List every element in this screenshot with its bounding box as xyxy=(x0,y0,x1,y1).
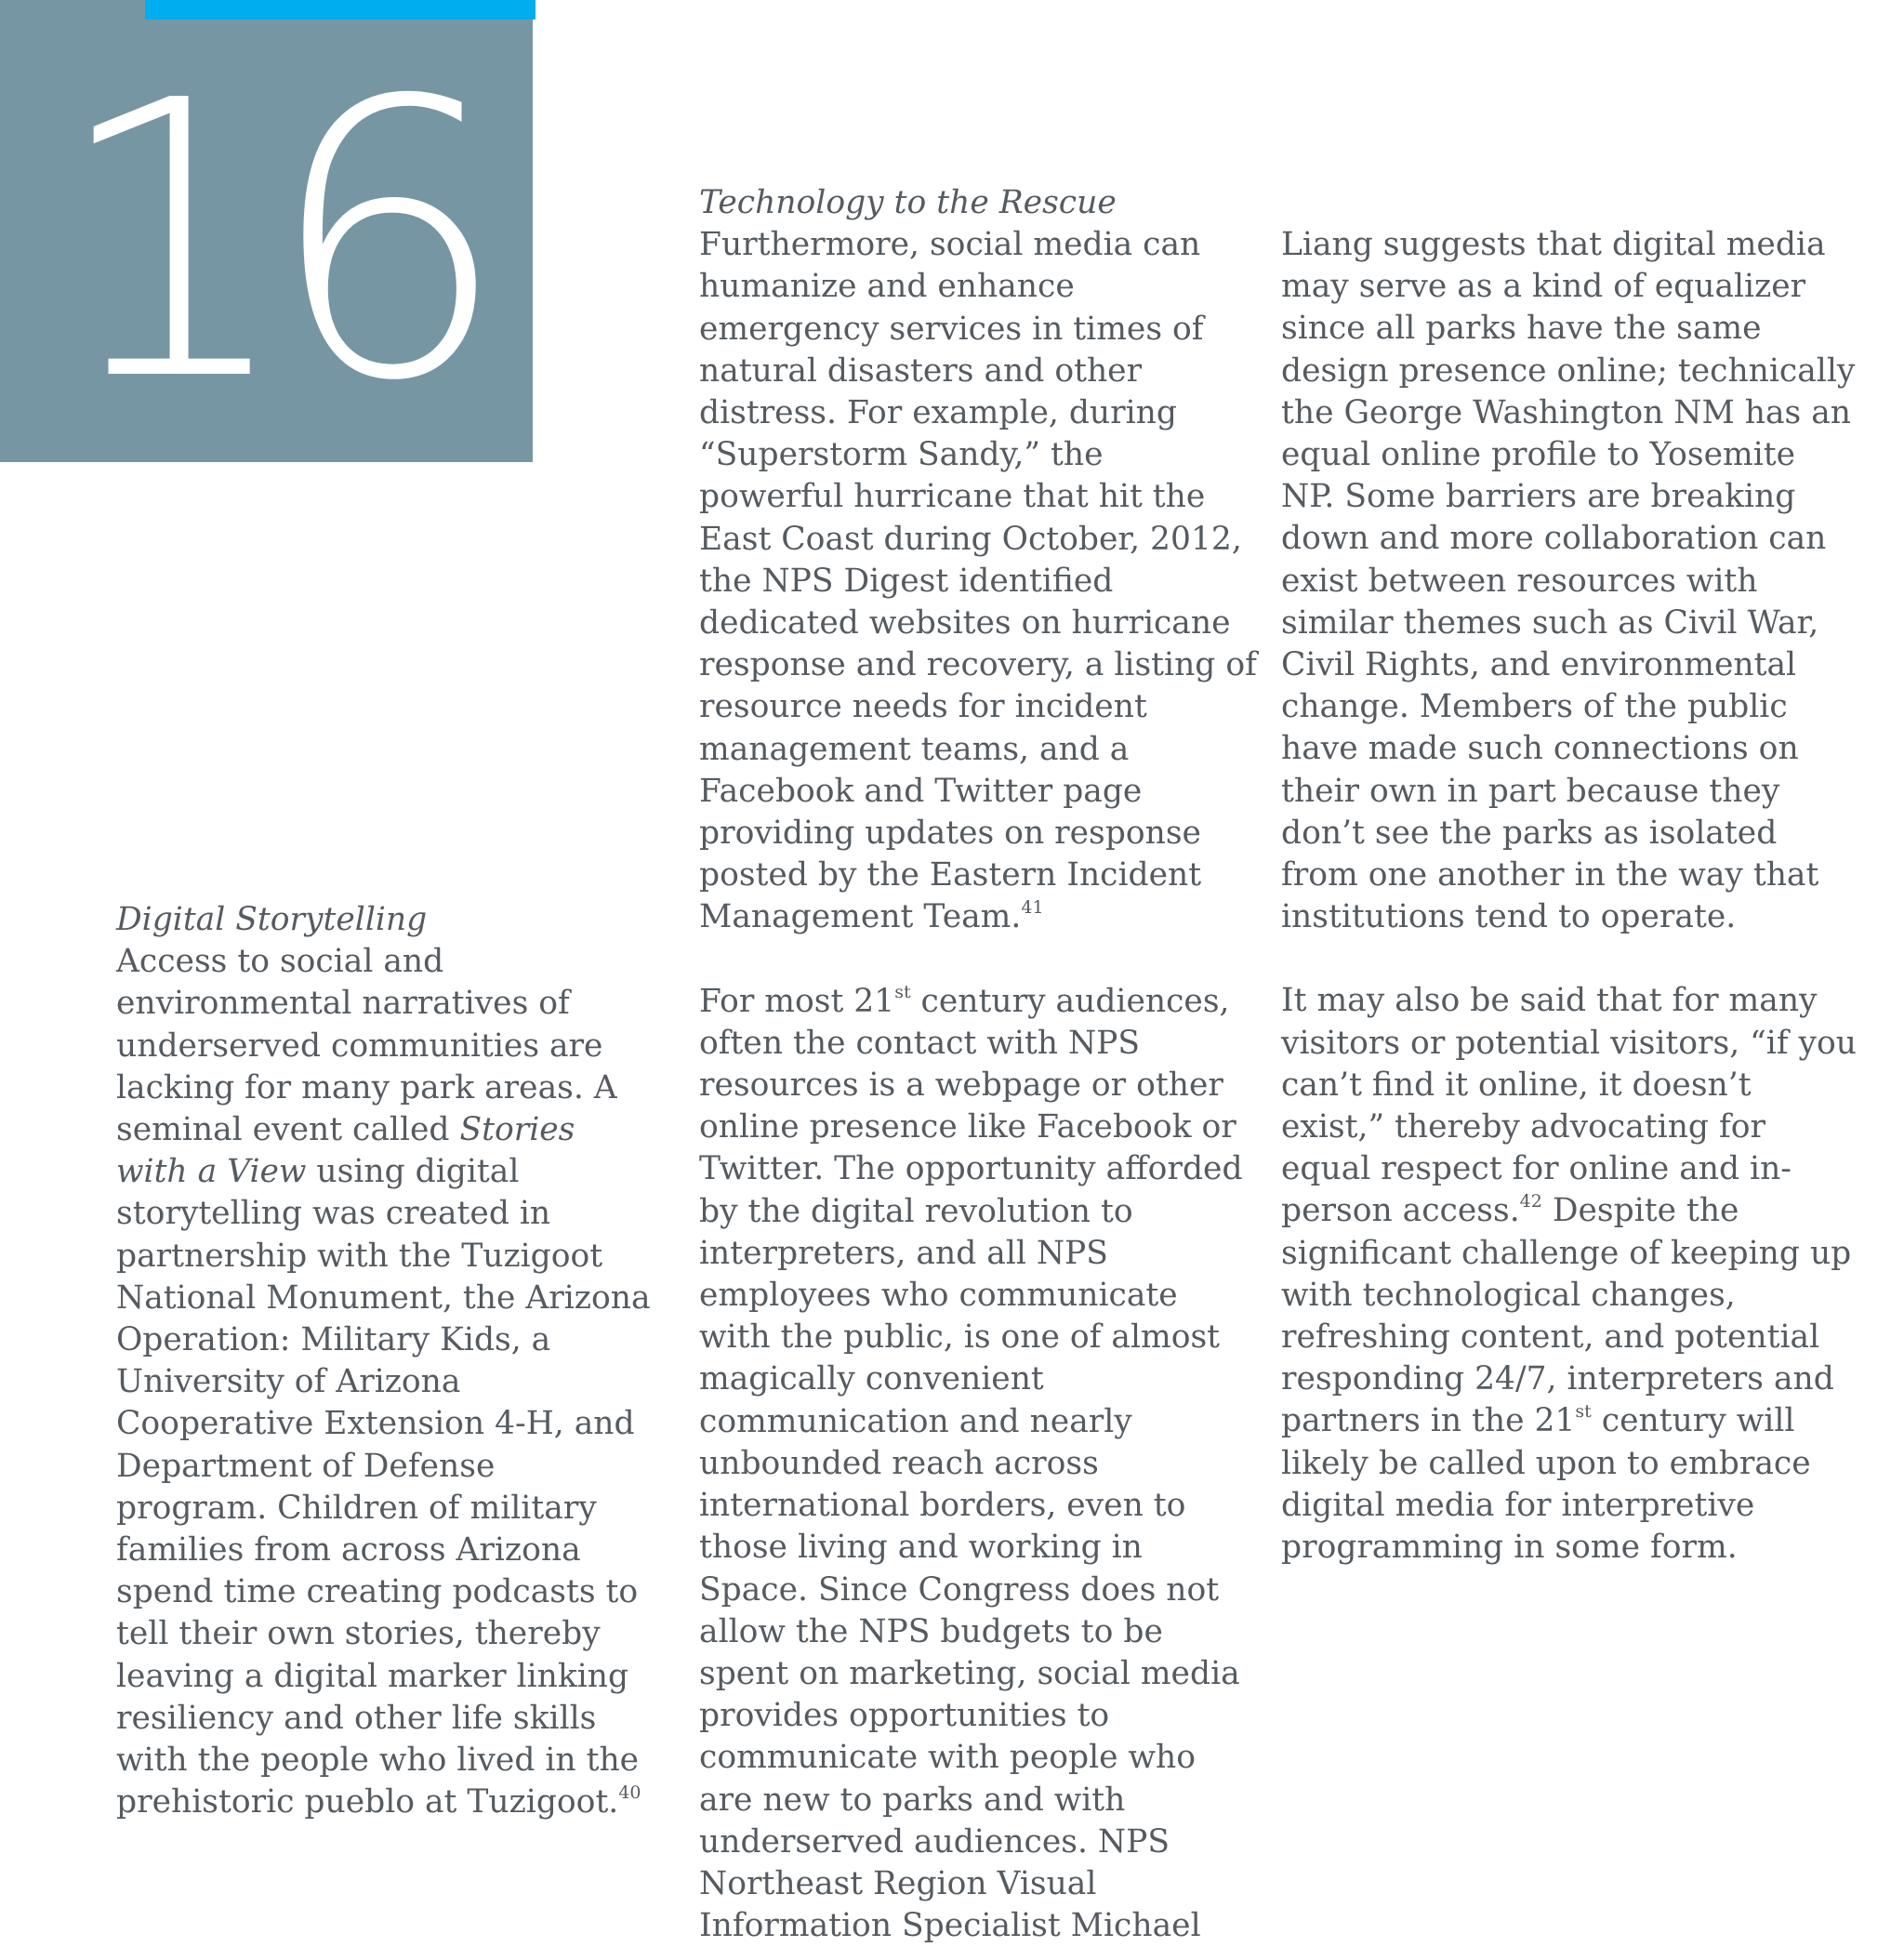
body-text: Liang suggests that digital media may serve as a kind of equalizer since all parks have the same design presence online; technically the George Washington NM has an equal online profile to Yosemite NP. Some barriers are breaking down and more collaboration can exist between resources with similar themes such as Civil War, Civil Rights, and environmental change. Members of the public have made such connections on their own in part because they don’t see the parks as isolated from one another in the way that institutions tend to operate. xyxy=(1281,226,1856,936)
paragraph-audiences xyxy=(699,981,1257,1947)
body-text: century audiences, often the contact with NPS resources is a webpage or other online presence like Facebook or Twitter. The opportunity afforded by the digital revolution to interpreters, and all NPS employees who communicate with the public, is one of almost magically convenient communication and nearly unbounded reach across international borders, even to those living and working in Space. Since Congress does not allow the NPS budgets to be spent on marketing, social media provides opportunities to communicate with people who are new to parks and with underserved audiences. NPS Northeast Region Visual Information Specialist Michael xyxy=(699,982,1243,1945)
body-text: Despite the significant challenge of keeping up with technological changes, refreshing content, and potential responding 24/7, interpreters and partners in the 21 xyxy=(1281,1192,1852,1440)
event-title: Stories with a View xyxy=(116,1111,575,1191)
ordinal-suffix: st xyxy=(894,981,911,1002)
body-text: Access to social and environmental narratives of underserved communities are lacking for many park areas. A seminal event called xyxy=(116,943,617,1149)
footnote-ref-40: 40 xyxy=(618,1782,641,1804)
technology-rescue-section xyxy=(699,182,1257,939)
footnote-ref-42: 42 xyxy=(1519,1191,1542,1212)
digital-storytelling-section xyxy=(116,899,655,1823)
body-text: It may also be said that for many visitors or potential visitors, “if you can’t find it online, it doesn’t exist,” thereby advocating for equal respect for online and in-person access. xyxy=(1281,982,1858,1230)
paragraph-equalizer xyxy=(1281,224,1858,938)
page-number-box xyxy=(0,0,533,462)
ordinal-suffix: st xyxy=(1575,1401,1592,1423)
section-heading-digital-storytelling: Digital Storytelling xyxy=(116,901,428,938)
section-heading-technology-rescue: Technology to the Rescue xyxy=(699,184,1117,221)
page-number: 16 xyxy=(51,20,482,464)
body-text: Furthermore, social media can humanize and enhance emergency services in times of natural disasters and other distress. For example, during “Superstorm Sandy,” the powerful hurricane that hit the East Coast during October, 2012, the NPS Digest identified dedicated websites on hurricane response and recovery, a listing of resource needs for incident management teams, and a Facebook and Twitter page providing updates on response posted by the Eastern Incident Management Team. xyxy=(699,226,1257,936)
column-middle xyxy=(699,182,1257,1947)
body-text: using digital storytelling was created in partnership with the Tuzigoot National Monument, the Arizona Operation: Military Kids, a University of Arizona Cooperative Extension 4-H, and Department of Defense program. Children of military families from across Arizona spend time creating podcasts to tell their own stories, thereby leaving a digital marker linking resiliency and other life skills with the people who lived in the prehistoric pueblo at Tuzigoot. xyxy=(116,1153,651,1821)
accent-bar xyxy=(145,0,536,20)
column-left xyxy=(116,899,655,1823)
footnote-ref-41: 41 xyxy=(1021,897,1044,919)
column-right xyxy=(1281,224,1858,1569)
body-text: century will likely be called upon to embrace digital media for interpretive programming in some form. xyxy=(1281,1402,1811,1567)
body-text: For most 21 xyxy=(699,982,895,1020)
paragraph-online xyxy=(1281,980,1858,1569)
